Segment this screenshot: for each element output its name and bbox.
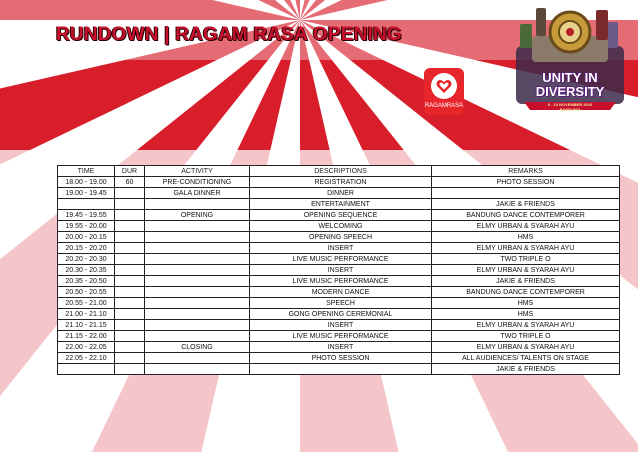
cell-activity — [145, 287, 250, 298]
cell-activity — [145, 364, 250, 375]
cell-time — [58, 364, 115, 375]
cell-dur — [115, 342, 145, 353]
table-row — [58, 298, 620, 309]
cell-description: OPENING SPEECH — [250, 232, 432, 243]
cell-activity — [145, 353, 250, 364]
cell-dur: 60 — [115, 177, 145, 188]
cell-time: 20.35 - 20.50 — [58, 276, 115, 287]
cell-remarks: JAKIE & FRIENDS — [432, 364, 620, 375]
table-body — [58, 177, 620, 375]
cell-dur — [115, 265, 145, 276]
cell-description: MODERN DANCE — [250, 287, 432, 298]
cell-activity: CLOSING — [145, 342, 250, 353]
cell-description: WELCOMING — [250, 221, 432, 232]
table-row — [58, 177, 620, 188]
table-row — [58, 287, 620, 298]
table-row — [58, 232, 620, 243]
cell-time: 20.00 - 20.15 — [58, 232, 115, 243]
cell-dur — [115, 320, 145, 331]
cell-time: 20.55 - 21.00 — [58, 298, 115, 309]
cell-remarks: ELMY URBAN & SYARAH AYU — [432, 342, 620, 353]
cell-description: GONG OPENING CEREMONIAL — [250, 309, 432, 320]
table-row — [58, 276, 620, 287]
cell-description: SPEECH — [250, 298, 432, 309]
cell-dur — [115, 232, 145, 243]
cell-activity: PRE-CONDITIONING — [145, 177, 250, 188]
cell-activity — [145, 298, 250, 309]
table-row — [58, 210, 620, 221]
cell-time: 18.00 - 19.00 — [58, 177, 115, 188]
cell-time: 20.15 - 20.20 — [58, 243, 115, 254]
cell-remarks: BANDUNG DANCE CONTEMPORER — [432, 210, 620, 221]
cell-time: 19.00 - 19.45 — [58, 188, 115, 199]
cell-time: 20.20 - 20.30 — [58, 254, 115, 265]
table-row — [58, 353, 620, 364]
table-row — [58, 342, 620, 353]
cell-remarks: TWO TRIPLE O — [432, 254, 620, 265]
cell-time: 19.55 - 20.00 — [58, 221, 115, 232]
cell-time: 21.00 - 21.10 — [58, 309, 115, 320]
cell-description: PHOTO SESSION — [250, 353, 432, 364]
cell-remarks: BANDUNG DANCE CONTEMPORER — [432, 287, 620, 298]
heart-icon — [431, 73, 457, 99]
cell-dur — [115, 221, 145, 232]
cell-description: LIVE MUSIC PERFORMANCE — [250, 331, 432, 342]
cell-dur — [115, 243, 145, 254]
cell-remarks: ELMY URBAN & SYARAH AYU — [432, 265, 620, 276]
ragamrasa-app-icon — [424, 68, 464, 115]
logo-text-diversity: DIVERSITY — [535, 84, 605, 99]
cell-description: LIVE MUSIC PERFORMANCE — [250, 276, 432, 287]
cell-activity: GALA DINNER — [145, 188, 250, 199]
cell-activity — [145, 331, 250, 342]
table-row — [58, 221, 620, 232]
cell-remarks: ELMY URBAN & SYARAH AYU — [432, 243, 620, 254]
cell-description — [250, 364, 432, 375]
logo-emblem — [510, 6, 630, 116]
header-activity: ACTIVITY — [145, 166, 250, 177]
cell-remarks: JAKIE & FRIENDS — [432, 276, 620, 287]
table-row — [58, 364, 620, 375]
event-logo — [510, 6, 630, 116]
header-remarks: REMARKS — [432, 166, 620, 177]
logo-date: 9 - 10 NOVEMBER 2016 — [547, 102, 593, 107]
header-dur: DUR — [115, 166, 145, 177]
cell-activity: OPENING — [145, 210, 250, 221]
cell-activity — [145, 221, 250, 232]
cell-remarks: ELMY URBAN & SYARAH AYU — [432, 320, 620, 331]
table-row — [58, 309, 620, 320]
logo-text-unity: UNITY IN — [542, 70, 598, 85]
cell-dur — [115, 353, 145, 364]
cell-time: 20.30 - 20.35 — [58, 265, 115, 276]
table-row — [58, 199, 620, 210]
cell-dur — [115, 188, 145, 199]
cell-description: OPENING SEQUENCE — [250, 210, 432, 221]
cell-remarks: PHOTO SESSION — [432, 177, 620, 188]
cell-dur — [115, 331, 145, 342]
cell-description: ENTERTAINMENT — [250, 199, 432, 210]
cell-time: 19.45 - 19.55 — [58, 210, 115, 221]
cell-activity — [145, 276, 250, 287]
cell-time — [58, 199, 115, 210]
cell-dur — [115, 298, 145, 309]
cell-remarks: ELMY URBAN & SYARAH AYU — [432, 221, 620, 232]
cell-time: 22.00 - 22.05 — [58, 342, 115, 353]
table-header-row — [58, 166, 620, 177]
cell-time: 21.15 - 22.00 — [58, 331, 115, 342]
cell-remarks: HMS — [432, 298, 620, 309]
cell-description: INSERT — [250, 243, 432, 254]
rundown-table — [57, 165, 620, 375]
cell-time: 21.10 - 21.15 — [58, 320, 115, 331]
cell-description: INSERT — [250, 265, 432, 276]
cell-activity — [145, 232, 250, 243]
page-title: RUNDOWN | RAGAM RASA OPENING — [56, 24, 402, 45]
table-row — [58, 320, 620, 331]
app-label: RAGAMRASA — [424, 103, 464, 109]
cell-dur — [115, 276, 145, 287]
cell-remarks: JAKIE & FRIENDS — [432, 199, 620, 210]
table-row — [58, 188, 620, 199]
cell-dur — [115, 309, 145, 320]
table-row — [58, 265, 620, 276]
cell-activity — [145, 243, 250, 254]
cell-description: REGISTRATION — [250, 177, 432, 188]
cell-dur — [115, 199, 145, 210]
table-row — [58, 331, 620, 342]
cell-description: DINNER — [250, 188, 432, 199]
cell-activity — [145, 199, 250, 210]
cell-remarks: HMS — [432, 232, 620, 243]
cell-activity — [145, 309, 250, 320]
cell-remarks — [432, 188, 620, 199]
header-time: TIME — [58, 166, 115, 177]
cell-activity — [145, 254, 250, 265]
cell-description: INSERT — [250, 342, 432, 353]
cell-remarks: ALL AUDIENCES/ TALENTS ON STAGE — [432, 353, 620, 364]
logo-venue: BANDUNG — [559, 107, 581, 112]
cell-dur — [115, 254, 145, 265]
cell-dur — [115, 287, 145, 298]
table-row — [58, 243, 620, 254]
cell-time: 20.50 - 20.55 — [58, 287, 115, 298]
cell-description: INSERT — [250, 320, 432, 331]
cell-description: LIVE MUSIC PERFORMANCE — [250, 254, 432, 265]
cell-activity — [145, 320, 250, 331]
cell-remarks: HMS — [432, 309, 620, 320]
cell-activity — [145, 265, 250, 276]
cell-time: 22.05 - 22.10 — [58, 353, 115, 364]
header-descriptions: DESCRIPTIONS — [250, 166, 432, 177]
cell-remarks: TWO TRIPLE O — [432, 331, 620, 342]
cell-dur — [115, 210, 145, 221]
table-row — [58, 254, 620, 265]
cell-dur — [115, 364, 145, 375]
